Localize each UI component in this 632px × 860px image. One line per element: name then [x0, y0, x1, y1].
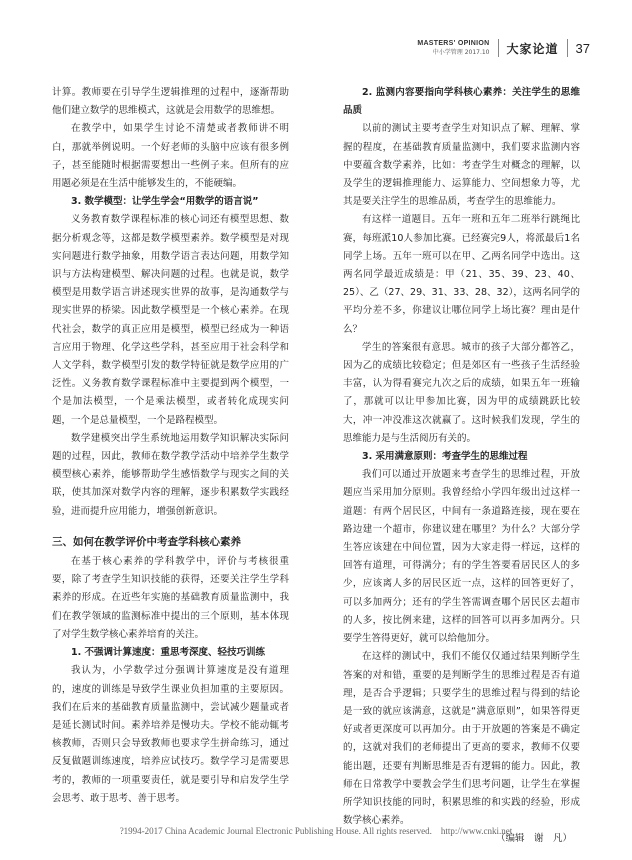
section-heading: 三、如何在教学评价中考查学科核心素养 [52, 535, 241, 548]
subheading: 3. 采用满意原则：考查学生的思维过程 [362, 451, 528, 463]
paragraph: 在教学中，如果学生讨论不清楚或者教师讲不明白，那就举例说明。一个好老师的头脑中应该有很多例子，甚至能随时根据需要想出一些例子来。但所有的应用题必须是在生活中能够发生的，不能硬编。 [52, 123, 289, 190]
paragraph: 在基于核心素养的学科教学中，评价与考核很重要，除了考查学生知识技能的获得，还要关注学生学科素养的形成。在近些年实施的基础教育质量监测中，我们在教学领域的监测标准中提出的三个原则，基本体现了对学生数学核心素养培育的关注。 [52, 556, 289, 640]
section-title: 大家论道 [506, 41, 559, 56]
paragraph: 以前的测试主要考查学生对知识点了解、理解、掌握的程度，在基础教育质量监测中，我们要求监测内容中要蕴含数学素养，比如：考查学生对概念的理解，以及学生的逻辑推理能力、运算能力、空间想象力等，尤其是要关注学生的思维品质，考查学生的思维能力。 [343, 123, 580, 208]
journal-name-en: MASTERS' OPINION [417, 40, 490, 47]
paragraph: 学生的答案很有意思。城市的孩子大部分都答乙，因为乙的成绩比较稳定；但是郊区有一些孩子生活经验丰富，认为得看赛完九次之后的成绩，如果五年一班输了，那就可以让甲参加比赛，因为甲的成绩跳跃比较大，冲一冲没准这次就赢了。这时候我们发现，学生的思维能力是与生活阅历有关的。 [343, 341, 580, 444]
journal-name-cn: 中小学管理 2017.10 [432, 49, 490, 56]
editor-credit: （编辑 谢 凡） [495, 833, 572, 845]
page-number: 37 [575, 40, 590, 56]
subheading: 2. 监测内容要指向学科核心素养：关注学生的思维品质 [343, 87, 580, 117]
subheading: 1. 不强调计算速度：重思考深度、轻技巧训练 [71, 647, 266, 659]
page-header [417, 36, 590, 60]
copyright-footer: ?1994-2017 China Academic Journal Electronic Publishing House. All rights reserved. http://www.cnki.net [119, 826, 513, 836]
paragraph: 数学建模突出学生系统地运用数学知识解决实际问题的过程，因此，教师在数学教学活动中培养学生数学模型核心素养，能够帮助学生感悟数学与现实之间的关联，使其加深对数学内容的理解，逐步积累数学实践经验，进而提升应用能力，增强创新意识。 [52, 432, 289, 517]
paragraph: 计算。教师要在引导学生逻辑推理的过程中，逐渐帮助他们建立数学的思维模式，这就是会用数学的思维想。 [52, 87, 289, 117]
header-divider [498, 39, 499, 57]
left-column [52, 84, 289, 808]
paragraph: 有这样一道题目。五年一班和五年二班举行跳绳比赛，每班派10人参加比赛。已经赛完9人，将派最后1名同学上场。五年一班可以在甲、乙两名同学中选出。这两名同学最近成绩是：甲（21、35、39、23、40、25）、乙（27、29、31、33、28、32），这两名同学的平均分差不多，你建议让哪位同学上场比赛？理由是什么？ [343, 214, 580, 335]
paragraph: 在这样的测试中，我们不能仅仅通过结果判断学生答案的对和错，重要的是判断学生的思维过程是否有道理，是否合乎逻辑；只要学生的思维过程与得到的结论是一致的就应该满意，这就是“满意原则”，如果答得更好或者更深度可以再加分。由于开放题的答案是不确定的，这就对我们的老师提出了更高的要求，教师不仅要能出题，还要有判断思维是否有逻辑的能力。因此，教师在日常教学中要教会学生们思考问题，让学生在掌握所学知识技能的同时，积累思维的和实践的经验，形成数学核心素养。 [343, 651, 580, 827]
paragraph: 我们可以通过开放题来考查学生的思维过程，开放题应当采用加分原则。我曾经给小学四年级出过这样一道题：有两个居民区，中间有一条道路连接，现在要在路边建一个超市，你建议建在哪里？为什么？大部分学生答应该建在中间位置，因为大家走得一样远，这样的回答有道理，可得满分；有的学生答要看居民区人的多少，应该离人多的居民区近一点，这样的回答更好了，可以多加两分；还有的学生答需调查哪个居民区去超市的人多，按比例来建，这样的回答可以再多加两分。只要学生答得更好，就可以给他加分。 [343, 469, 580, 645]
header-divider-2 [567, 39, 568, 57]
right-column [343, 84, 580, 849]
journal-name [417, 39, 489, 57]
subheading: 3. 数学模型：让学生学会“用数学的语言说” [71, 196, 259, 208]
paragraph: 义务教育数学课程标准的核心词还有模型思想、数据分析观念等，这都是数学模型素养。数学模型是对现实问题进行数学抽象，用数学语言表达问题，用数学知识与方法构建模型、解决问题的过程。也就是说，数学模型是用数学语言讲述现实世界的故事，是沟通数学与现实世界的桥梁。因此数学模型是一个核心素养。在现代社会，数学的真正应用是模型，模型已经成为一种语言应用于物理、化学这些学科，甚至应用于社会科学和人文学科，数学模型引发的数学特征就是数学应用的广泛性。义务教育数学课程标准中主要提到两个模型，一个是加法模型，一个是乘法模型，或者转化成现实问题，一个是总量模型，一个是路程模型。 [52, 214, 289, 426]
paragraph: 我认为，小学数学过分强调计算速度是没有道理的，速度的训练是导致学生课业负担加重的主要原因。我们在后来的基础教育质量监测中，尝试减少题量或者是延长测试时间。素养培养是慢功夫。学校不能动辄考核教师，否则只会导致教师也要求学生拼命练习，通过反复做题训练速度，培养应试技巧。数学学习是需要思考的，教师的一项重要责任，就是要引导和启发学生学会思考、敢于思考、善于思考。 [52, 665, 289, 804]
